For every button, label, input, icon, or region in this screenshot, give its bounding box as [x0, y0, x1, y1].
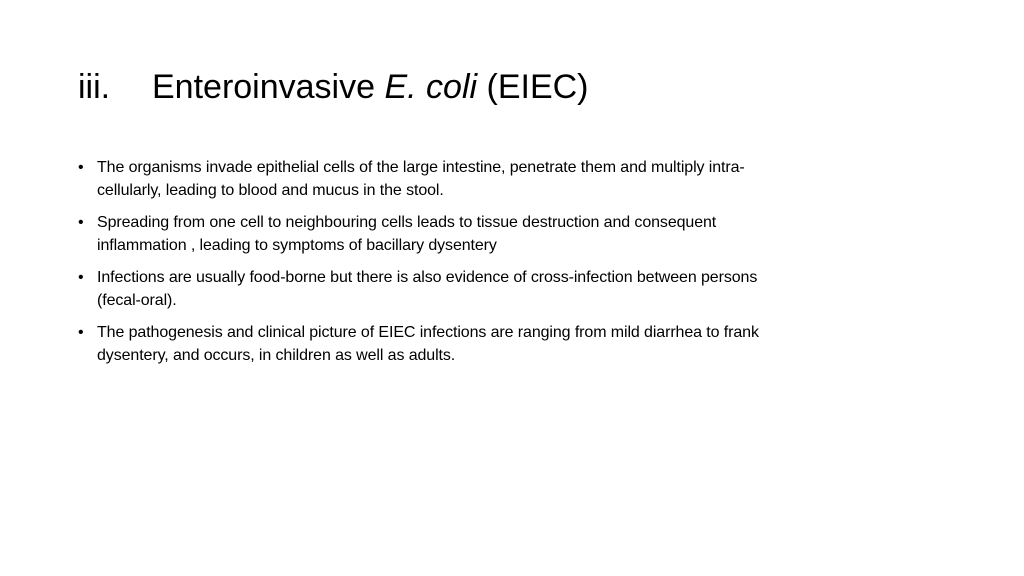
title-numeral: iii. [78, 68, 111, 106]
title-prefix: Enteroinvasive [152, 68, 385, 106]
title-suffix: (EIEC) [477, 68, 589, 106]
bullet-item [78, 211, 798, 257]
bullet-text: Infections are usually food-borne but there is also evidence of cross-infection between persons (fecal-oral). [97, 269, 758, 309]
bullet-text: The pathogenesis and clinical picture of EIEC infections are ranging from mild diarrhea to frank dysentery, and occurs, in children as well as adults. [97, 324, 759, 364]
bullet-text: The organisms invade epithelial cells of the large intestine, penetrate them and multiply intra-cellularly, leading to blood and mucus in the stool. [97, 159, 745, 199]
bullet-item [78, 266, 798, 312]
bullet-marker: • [78, 269, 84, 286]
bullet-text: Spreading from one cell to neighbouring cells leads to tissue destruction and consequent inflammation , leading to symptoms of bacillary dysentery [97, 214, 717, 254]
bullet-marker: • [78, 214, 84, 231]
bullet-item [78, 321, 798, 367]
bullet-list [78, 156, 798, 376]
slide-title [78, 62, 958, 112]
bullet-item [78, 156, 798, 202]
bullet-marker: • [78, 324, 84, 341]
bullet-marker: • [78, 159, 84, 176]
title-organism-italic: E. coli [384, 68, 478, 106]
